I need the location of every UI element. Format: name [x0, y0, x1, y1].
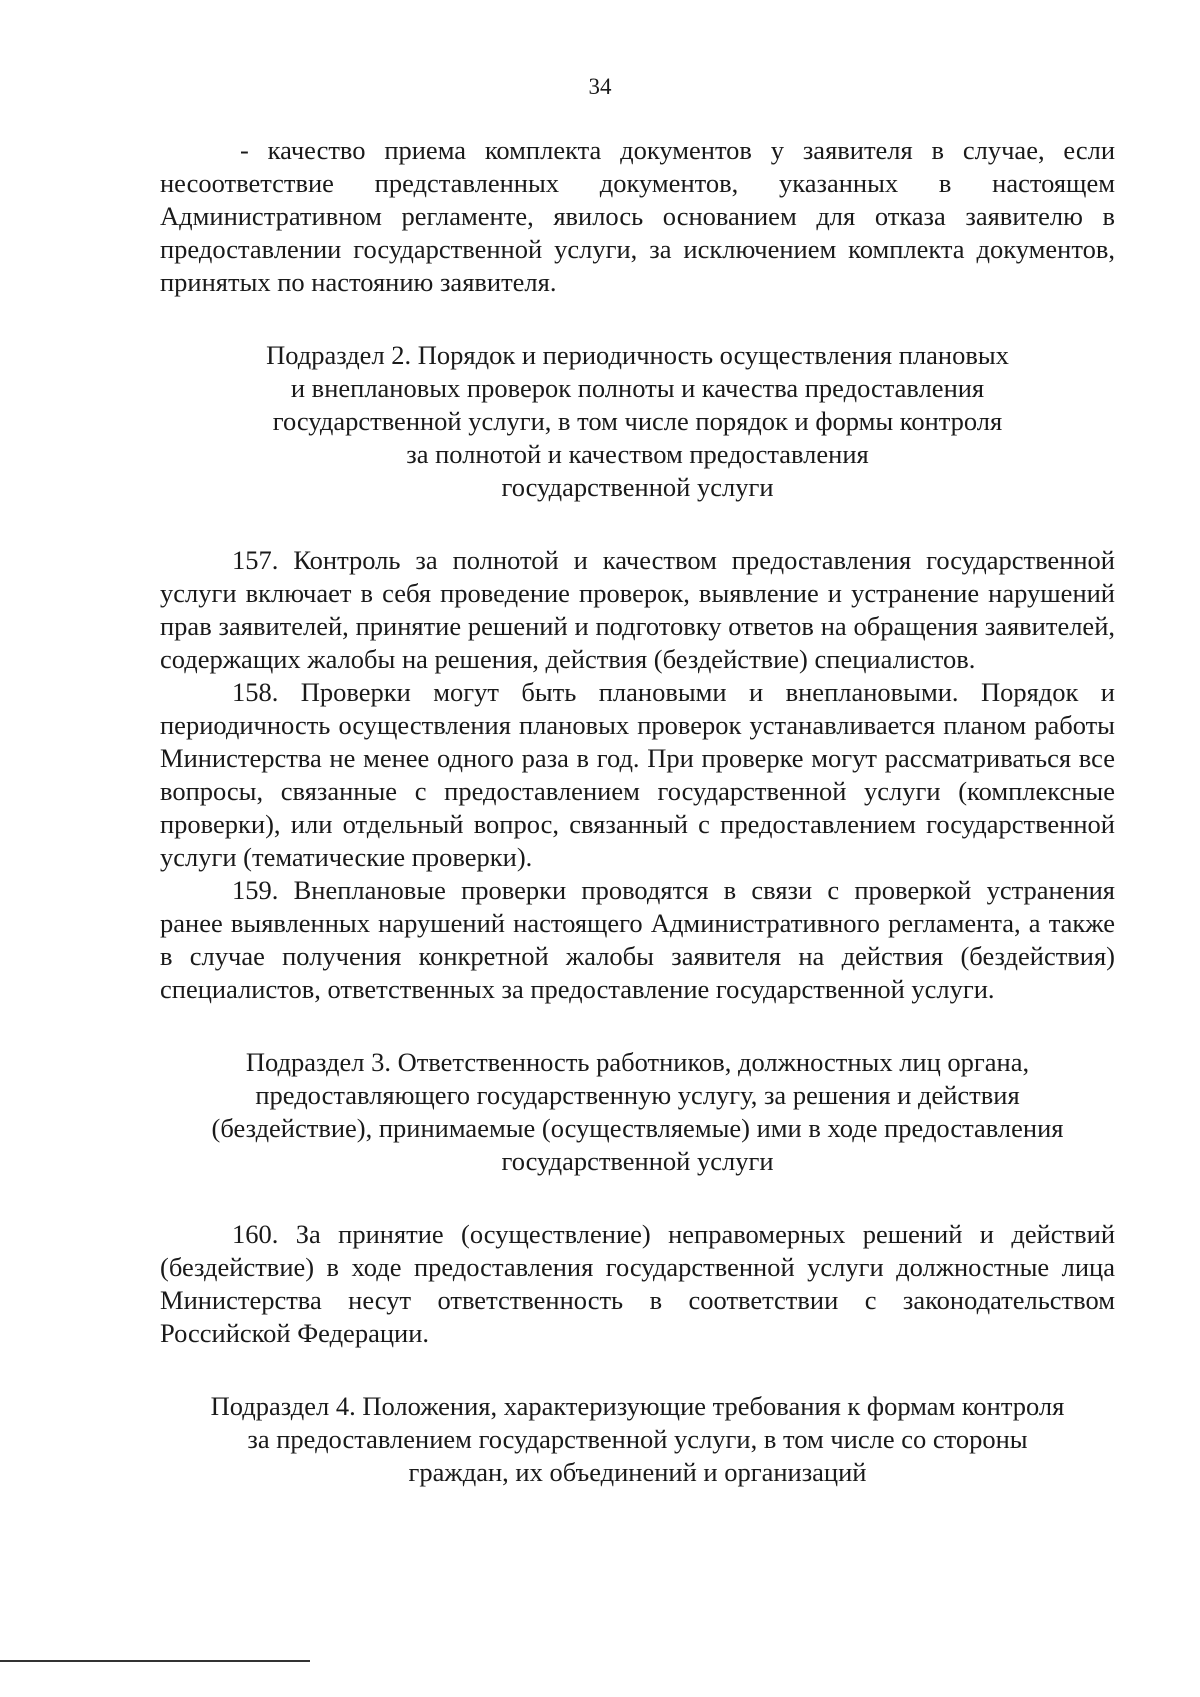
paragraph-157: 157. Контроль за полнотой и качеством предоставления государственной услуги включает в себя проведение проверок, выявление и устранение нарушений прав заявителей, принятие решений и подготовку ответов на обращения заявителей, содержащих жалобы на решения, действия (бездействие) специалистов. — [160, 545, 1115, 674]
subsection-2-heading — [160, 339, 1115, 504]
heading-line: и внеплановых проверок полноты и качества предоставления — [290, 373, 985, 403]
paragraph-159: 159. Внеплановые проверки проводятся в связи с проверкой устранения ранее выявленных нарушений настоящего Административного регламента, а также в случае получения конкретной жалобы заявителя на действия (бездействия) специалистов, ответственных за предоставление государственной услуги. — [160, 875, 1115, 1004]
heading-line: за предоставлением государственной услуги, в том числе со стороны — [247, 1424, 1028, 1454]
heading-line: государственной услуги — [501, 472, 774, 502]
heading-line: (бездействие), принимаемые (осуществляемые) ими в ходе предоставления — [211, 1113, 1064, 1143]
subsection-3-heading — [160, 1046, 1115, 1178]
intro-paragraph: - качество приема комплекта документов у заявителя в случае, если несоответствие представленных документов, указанных в настоящем Административном регламенте, явилось основанием для отказа заявителю в предоставлении государственной услуги, за исключением комплекта документов, принятых по настоянию заявителя. — [160, 135, 1115, 297]
heading-line: государственной услуги, в том числе порядок и формы контроля — [272, 406, 1003, 436]
heading-line: государственной услуги — [501, 1146, 774, 1176]
footnote-separator — [0, 1660, 310, 1662]
heading-line: Подраздел 2. Порядок и периодичность осуществления плановых — [266, 340, 1009, 370]
paragraph-158: 158. Проверки могут быть плановыми и внеплановыми. Порядок и периодичность осуществления плановых проверок устанавливается планом работы Министерства не менее одного раза в год. При проверке могут рассматриваться все вопросы, связанные с предоставлением государственной услуги (комплексные проверки), или отдельный вопрос, связанный с предоставлением государственной услуги (тематические проверки). — [160, 677, 1115, 872]
document-body — [160, 134, 1115, 1489]
page-number: 34 — [588, 74, 612, 99]
heading-line: предоставляющего государственную услугу, за решения и действия — [255, 1080, 1020, 1110]
heading-line: за полнотой и качеством предоставления — [406, 439, 869, 469]
heading-line: Подраздел 4. Положения, характеризующие требования к формам контроля — [210, 1391, 1065, 1421]
heading-line: Подраздел 3. Ответственность работников, должностных лиц органа, — [245, 1047, 1030, 1077]
heading-line: граждан, их объединений и организаций — [408, 1457, 867, 1487]
subsection-4-heading — [160, 1390, 1115, 1489]
paragraph-160: 160. За принятие (осуществление) неправомерных решений и действий (бездействие) в ходе предоставления государственной услуги должностные лица Министерства несут ответственность в соответствии с законодательством Российской Федерации. — [160, 1219, 1115, 1348]
